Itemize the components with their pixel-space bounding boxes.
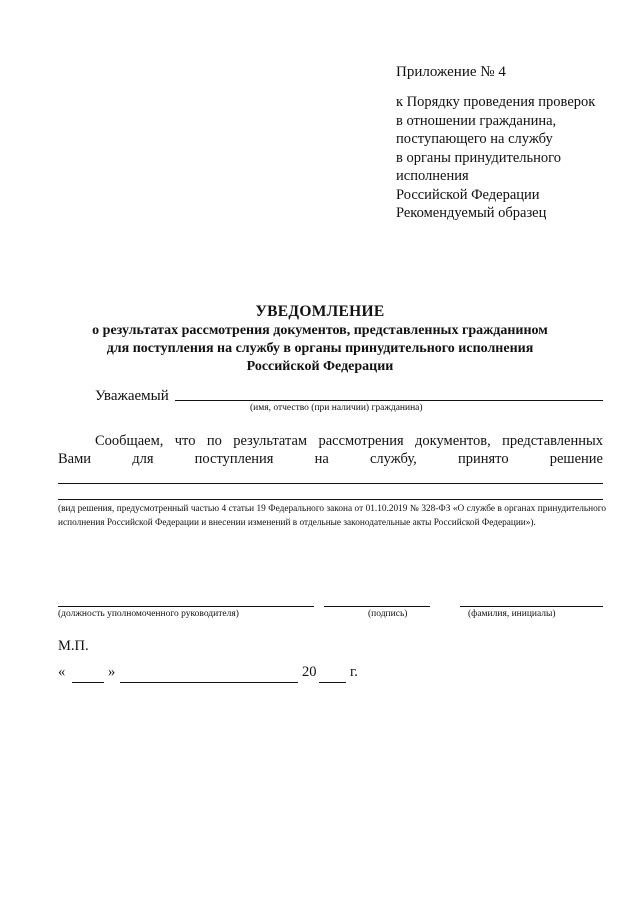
document-title: УВЕДОМЛЕНИЕ [255, 303, 385, 320]
appendix-number: Приложение № 4 [396, 64, 506, 80]
subtitle-line: о результатах рассмотрения документов, представленных гражданином [92, 323, 548, 338]
position-field[interactable] [58, 606, 314, 607]
reference-line: исполнения [396, 168, 469, 184]
reference-line: Российской Федерации [396, 186, 540, 203]
date-year-field[interactable] [319, 682, 346, 683]
message-word: решение [549, 451, 603, 467]
recipient-name-caption: (имя, отчество (при наличии) гражданина) [250, 403, 423, 413]
reference-line: в отношении гражданина, [396, 112, 557, 129]
message-word: службу, [370, 451, 417, 467]
message-line-1 [95, 433, 603, 450]
signature-caption: (подпись) [368, 609, 408, 619]
appendix-reference [396, 93, 595, 204]
greeting-label: Уважаемый [95, 388, 169, 404]
recommended-sample-label: Рекомендуемый образец [396, 205, 547, 221]
date-row [58, 664, 378, 688]
decision-field-line-1[interactable] [58, 483, 603, 484]
message-word: поступления [194, 451, 274, 467]
reference-line: к Порядку проведения проверок [396, 94, 596, 110]
date-open-quote: « [58, 664, 66, 680]
message-word: по [206, 433, 222, 449]
message-word: для [132, 451, 154, 467]
decision-caption: (вид решения, предусмотренный частью 4 статьи 19 Федерального закона от 01.10.2019 № 328-ФЗ «О службе в органах принудительного исполнения Российской Федерации и внесении изменений в отдельные законодательные акты Российской Федерации»). [58, 504, 606, 528]
reference-line: в органы принудительного [396, 149, 561, 166]
message-word: результатам [233, 433, 308, 449]
subtitle-line: Российской Федерации [246, 359, 394, 374]
subtitle-line: для поступления на службу в органы принудительного исполнения [106, 341, 534, 356]
message-word: Сообщаем, [95, 433, 164, 449]
message-word: документов, [415, 433, 491, 449]
full-name-field[interactable] [460, 606, 603, 607]
message-word: на [314, 451, 329, 467]
signature-field[interactable] [324, 606, 430, 607]
reference-line: поступающего на службу [396, 131, 553, 147]
recipient-name-field[interactable] [175, 400, 603, 401]
message-word: рассмотрения [318, 433, 404, 449]
decision-field-line-2[interactable] [58, 499, 603, 500]
message-line-2 [58, 451, 603, 468]
message-word: представленных [502, 433, 603, 449]
message-word: что [174, 433, 196, 449]
date-close-quote: » [108, 664, 116, 680]
document-subtitle [0, 322, 640, 376]
message-word: принято [457, 451, 509, 467]
stamp-placeholder-label: М.П. [58, 638, 89, 654]
full-name-caption: (фамилия, инициалы) [468, 609, 556, 619]
message-word: Вами [58, 451, 92, 467]
date-month-field[interactable] [120, 682, 298, 683]
position-caption: (должность уполномоченного руководителя) [58, 609, 239, 619]
date-day-field[interactable] [72, 682, 104, 683]
date-year-suffix: г. [350, 664, 358, 680]
date-year-prefix: 20 [302, 664, 317, 680]
